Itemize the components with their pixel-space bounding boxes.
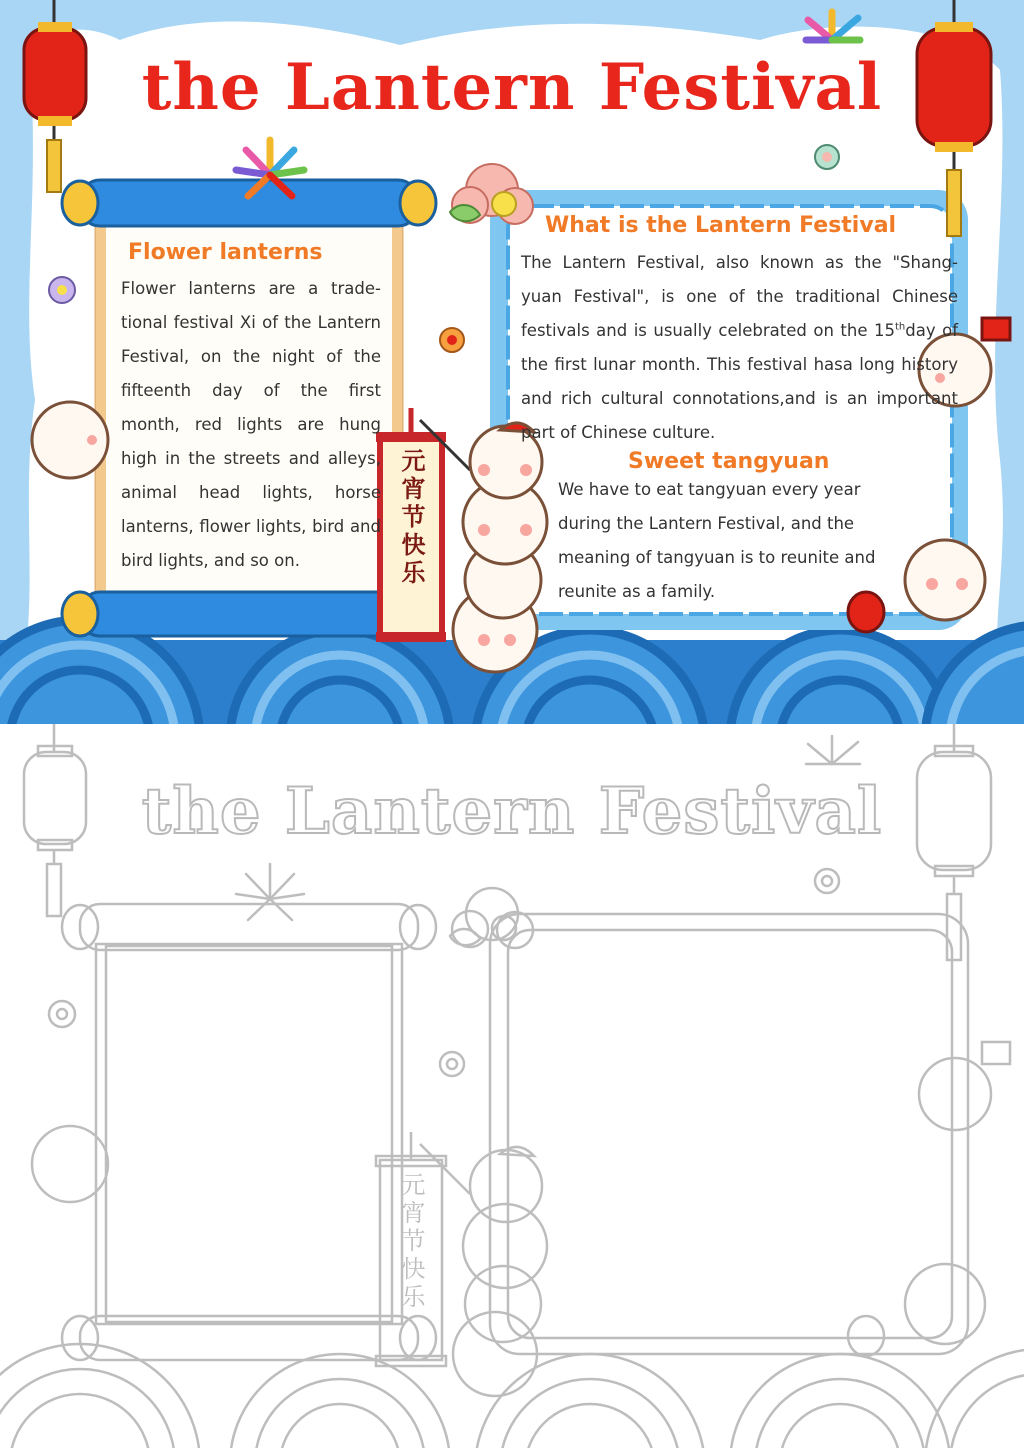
flower-icon [440, 1052, 464, 1076]
banner-text: 元宵节快乐 [397, 448, 426, 588]
flower-icon [815, 145, 839, 169]
poster-title: the Lantern Festival [141, 50, 883, 125]
left-panel-heading: Flower lanterns [128, 240, 323, 265]
left-panel-text: Flower lanterns are a trade-tional festival Xi of the Lantern Festival, on the night of the fifteenth day of the first month, red lights are hung high in the streets and alleys, animal head lights, horse lanterns, flower lights, bird and bird lights, and so on. [121, 279, 381, 570]
flower-icon [450, 888, 533, 948]
flower-icon [49, 1001, 75, 1027]
tangyuan-icon [919, 1042, 1010, 1130]
right-frame [490, 914, 968, 1354]
sweet-panel-text: We have to eat tangyuan every year during the Lantern Festival, and the meaning of tangyuan is to reunite and reunite as a family. [558, 480, 876, 601]
outline-poster [0, 724, 1024, 1448]
firework-icon [806, 736, 860, 764]
tangyuan-icon [453, 1147, 547, 1396]
tangyuan-icon [848, 1264, 985, 1356]
flower-icon [49, 277, 75, 303]
flower-icon [440, 328, 464, 352]
firework-icon [236, 864, 304, 920]
tangyuan-icon [32, 402, 108, 478]
outline-title: the Lantern Festival [141, 774, 883, 849]
outline-banner-text: 元宵节快乐 [397, 1172, 425, 1312]
sweet-panel-heading: Sweet tangyuan [628, 449, 830, 474]
right-panel-heading: What is the Lantern Festival [545, 213, 897, 238]
right-panel-text: The Lantern Festival, also known as the "Shang-yuan Festival", is one of the traditional Chinese festivals and is usually celebrated on the 15thday of the first lunar month. This festival hasa long history and rich cultural connotations,and is an important part of Chinese culture. [521, 253, 958, 442]
flower-icon [815, 869, 839, 893]
